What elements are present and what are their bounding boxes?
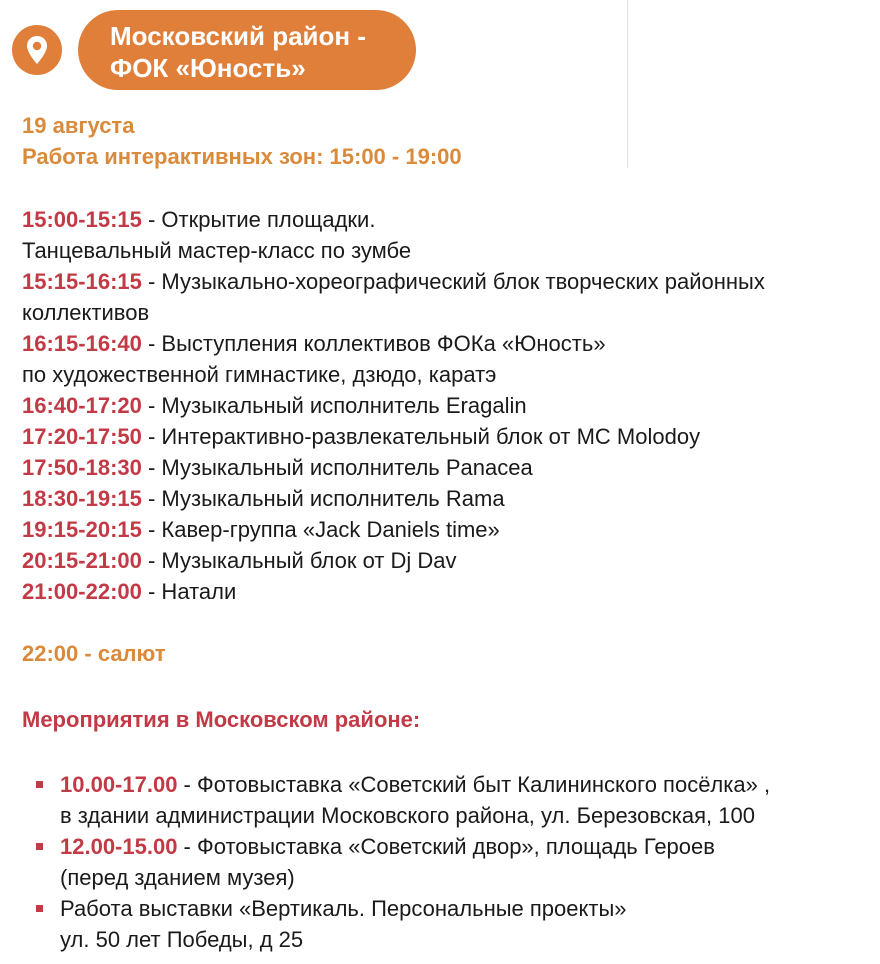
event-description-cont: ул. 50 лет Победы, д 25 bbox=[60, 927, 304, 952]
schedule-description: - Музыкально-хореографический блок творческих районных коллективов bbox=[22, 269, 765, 325]
event-description-cont: в здании администрации Московского района, ул. Березовская, 100 bbox=[60, 803, 755, 828]
schedule-item bbox=[22, 328, 878, 390]
event-date: 19 августа bbox=[22, 113, 135, 138]
schedule-item bbox=[22, 421, 878, 452]
salute-time: 22:00 - салют bbox=[22, 641, 166, 666]
divider bbox=[627, 0, 628, 168]
venue-district: Московский район - bbox=[110, 21, 367, 51]
location-pin-icon bbox=[26, 35, 48, 65]
schedule-description: - Открытие площадки. bbox=[141, 207, 376, 232]
schedule-item bbox=[22, 576, 878, 607]
event-item bbox=[36, 893, 876, 955]
interactive-zones-time: Работа интерактивных зон: 15:00 - 19:00 bbox=[22, 144, 462, 169]
schedule-description: - Интерактивно-развлекательный блок от MC Molodoy bbox=[141, 424, 701, 449]
schedule-time: 17:50-18:30 bbox=[22, 455, 142, 480]
event-description-cont: (перед зданием музея) bbox=[60, 865, 295, 890]
event-description: - Фотовыставка «Советский двор», площадь Героев bbox=[177, 834, 715, 859]
schedule-item bbox=[22, 390, 878, 421]
event-description: Работа выставки «Вертикаль. Персональные проекты» bbox=[60, 896, 627, 921]
event-time: 10.00-17.00 bbox=[60, 772, 178, 797]
schedule-time: 16:15-16:40 bbox=[22, 331, 142, 356]
venue-name: ФОК «Юность» bbox=[110, 53, 306, 83]
bullet-icon bbox=[36, 843, 43, 850]
schedule-description: - Музыкальный исполнитель Eragalin bbox=[141, 393, 527, 418]
schedule-time: 15:00-15:15 bbox=[22, 207, 142, 232]
schedule-description: - Натали bbox=[141, 579, 237, 604]
schedule-item bbox=[22, 483, 878, 514]
schedule-time: 21:00-22:00 bbox=[22, 579, 142, 604]
schedule-item bbox=[22, 204, 878, 266]
date-block bbox=[22, 110, 462, 172]
schedule-description: - Музыкальный исполнитель Rama bbox=[141, 486, 505, 511]
schedule-description: - Музыкальный блок от Dj Dav bbox=[141, 548, 457, 573]
schedule-time: 16:40-17:20 bbox=[22, 393, 142, 418]
schedule-item bbox=[22, 545, 878, 576]
event-item bbox=[36, 831, 876, 893]
schedule-description: - Кавер-группа «Jack Daniels time» bbox=[141, 517, 500, 542]
events-list bbox=[36, 769, 876, 955]
events-title: Мероприятия в Московском районе: bbox=[22, 707, 421, 732]
event-time: 12.00-15.00 bbox=[60, 834, 178, 859]
schedule-description: - Музыкальный исполнитель Panacea bbox=[141, 455, 533, 480]
schedule-item bbox=[22, 514, 878, 545]
location-pin-badge bbox=[12, 25, 62, 75]
bullet-icon bbox=[36, 905, 43, 912]
venue-header bbox=[78, 10, 416, 90]
schedule-list bbox=[22, 204, 878, 607]
bullet-icon bbox=[36, 781, 43, 788]
event-item bbox=[36, 769, 876, 831]
schedule-time: 20:15-21:00 bbox=[22, 548, 142, 573]
schedule-description-cont: Танцевальный мастер-класс по зумбе bbox=[22, 238, 412, 263]
event-description: - Фотовыставка «Советский быт Калининского посёлка» , bbox=[177, 772, 771, 797]
schedule-time: 18:30-19:15 bbox=[22, 486, 142, 511]
schedule-item bbox=[22, 452, 878, 483]
schedule-time: 15:15-16:15 bbox=[22, 269, 142, 294]
schedule-time: 17:20-17:50 bbox=[22, 424, 142, 449]
schedule-item bbox=[22, 266, 878, 328]
schedule-description-cont: по художественной гимнастике, дзюдо, каратэ bbox=[22, 362, 497, 387]
schedule-description: - Выступления коллективов ФОКа «Юность» bbox=[141, 331, 606, 356]
schedule-time: 19:15-20:15 bbox=[22, 517, 142, 542]
